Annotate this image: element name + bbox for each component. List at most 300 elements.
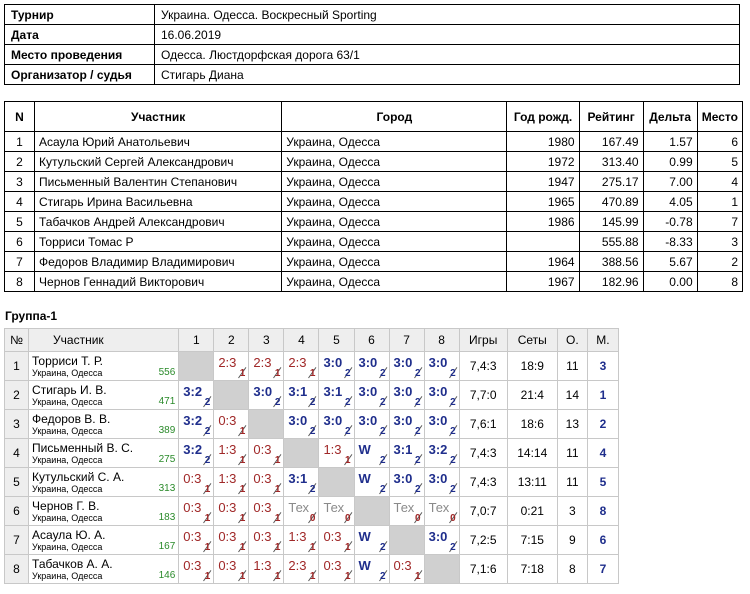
group-player-city: Украина, Одесса xyxy=(32,513,103,523)
match-score: 2:3 xyxy=(288,558,307,573)
group-player-rating: 146 xyxy=(158,570,176,581)
participant-name: Письменный Валентин Степанович xyxy=(35,172,282,192)
match-score: 3:1 xyxy=(288,471,308,486)
match-points: 2 xyxy=(309,484,316,495)
group-place: 2 xyxy=(587,410,618,439)
match-points: 1 xyxy=(204,542,211,553)
participant-name: Кутульский Сергей Александрович xyxy=(35,152,282,172)
group-match-cell xyxy=(284,352,319,381)
group-title: Группа-1 xyxy=(5,309,58,323)
participant-city: Украина, Одесса xyxy=(282,192,507,212)
venue-label: Место проведения xyxy=(5,45,155,65)
participants-header-delta: Дельта xyxy=(643,102,697,132)
group-player-cell xyxy=(29,439,179,468)
group-diagonal-cell xyxy=(249,410,284,439)
participant-birth-year: 1972 xyxy=(507,152,579,172)
match-score: 3:0 xyxy=(358,413,378,428)
group-match-cell xyxy=(354,468,389,497)
group-cross-table xyxy=(4,328,619,584)
group-player-city: Украина, Одесса xyxy=(32,426,103,436)
group-match-cell xyxy=(319,497,354,526)
participant-row xyxy=(5,272,743,292)
group-player-cell xyxy=(29,555,179,584)
participant-n: 7 xyxy=(5,252,35,272)
match-score: 3:0 xyxy=(428,384,448,399)
participant-birth-year: 1986 xyxy=(507,212,579,232)
participant-rating: 470.89 xyxy=(579,192,643,212)
group-row-number: 6 xyxy=(5,497,29,526)
group-row xyxy=(5,410,619,439)
participant-rating: 145.99 xyxy=(579,212,643,232)
group-row xyxy=(5,526,619,555)
group-header-9: 8 xyxy=(424,329,459,352)
match-points: 2 xyxy=(204,397,211,408)
participant-n: 4 xyxy=(5,192,35,212)
participant-n: 1 xyxy=(5,132,35,152)
match-score: Тех xyxy=(288,500,310,515)
group-match-cell xyxy=(179,497,214,526)
participants-header-name: Участник xyxy=(35,102,282,132)
match-score: W xyxy=(358,558,371,573)
group-player-name: Чернов Г. В. xyxy=(32,499,100,513)
group-row-number: 8 xyxy=(5,555,29,584)
match-points: 1 xyxy=(274,542,281,553)
group-player-city: Украина, Одесса xyxy=(32,571,103,581)
group-player-rating: 183 xyxy=(158,512,176,523)
match-points: 2 xyxy=(379,542,386,553)
group-player-cell xyxy=(29,526,179,555)
match-points: 0 xyxy=(344,513,351,524)
match-points: 2 xyxy=(415,426,421,437)
group-row xyxy=(5,381,619,410)
group-match-cell xyxy=(284,497,319,526)
match-points: 2 xyxy=(415,397,421,408)
participant-n: 8 xyxy=(5,272,35,292)
match-score: 0:3 xyxy=(183,500,202,515)
date-value: 16.06.2019 xyxy=(155,25,740,45)
group-match-cell xyxy=(214,439,249,468)
group-sets: 7:15 xyxy=(507,526,557,555)
match-points: 2 xyxy=(274,397,281,408)
match-points: 2 xyxy=(344,426,351,437)
match-points: 2 xyxy=(379,571,386,582)
group-sets: 0:21 xyxy=(507,497,557,526)
match-score: 3:2 xyxy=(183,384,203,399)
match-points: 1 xyxy=(239,455,246,466)
participant-name: Стигарь Ирина Васильевна xyxy=(35,192,282,212)
group-player-rating: 275 xyxy=(158,454,176,465)
match-score: 0:3 xyxy=(253,471,272,486)
match-points: 1 xyxy=(239,484,246,495)
match-score: 3:2 xyxy=(183,413,203,428)
group-match-cell xyxy=(389,381,424,410)
group-place: 1 xyxy=(587,381,618,410)
match-score: Тех xyxy=(323,500,345,515)
group-header-11: Сеты xyxy=(507,329,557,352)
group-match-cell xyxy=(389,555,424,584)
group-row-number: 1 xyxy=(5,352,29,381)
participant-birth-year: 1980 xyxy=(507,132,579,152)
match-score: 1:3 xyxy=(218,471,237,486)
match-points: 1 xyxy=(204,571,211,582)
participants-header-rating: Рейтинг xyxy=(579,102,643,132)
match-score: 2:3 xyxy=(218,355,237,370)
match-score: 3:0 xyxy=(253,384,273,399)
match-score: 3:0 xyxy=(323,355,343,370)
group-points: 11 xyxy=(557,468,587,497)
group-diagonal-cell xyxy=(214,381,249,410)
group-header-1: Участник xyxy=(29,329,179,352)
group-match-cell xyxy=(389,468,424,497)
tournament-info-table xyxy=(4,4,740,85)
match-points: 2 xyxy=(450,542,456,553)
match-score: 3:2 xyxy=(428,442,448,457)
group-place: 8 xyxy=(587,497,618,526)
group-match-cell xyxy=(319,410,354,439)
group-match-cell xyxy=(179,381,214,410)
group-player-cell xyxy=(29,497,179,526)
match-points: 1 xyxy=(239,368,246,379)
match-score: 3:0 xyxy=(288,413,308,428)
group-header-3: 2 xyxy=(214,329,249,352)
match-score: 0:3 xyxy=(183,558,202,573)
group-place: 5 xyxy=(587,468,618,497)
group-player-name: Стигарь И. В. xyxy=(32,383,107,397)
participant-row xyxy=(5,232,743,252)
organizer-value: Стигарь Диана xyxy=(155,65,740,85)
match-score: 3:0 xyxy=(428,471,448,486)
participant-place: 1 xyxy=(697,192,742,212)
participant-rating: 313.40 xyxy=(579,152,643,172)
match-score: 2:3 xyxy=(253,355,272,370)
match-score: 3:1 xyxy=(393,442,413,457)
group-player-name: Федоров В. В. xyxy=(32,412,111,426)
match-points: 0 xyxy=(309,513,316,524)
participant-delta: 4.05 xyxy=(643,192,697,212)
match-points: 2 xyxy=(415,368,421,379)
group-player-city: Украина, Одесса xyxy=(32,368,103,378)
group-diagonal-cell xyxy=(389,526,424,555)
group-header-13: М. xyxy=(587,329,618,352)
group-player-rating: 167 xyxy=(158,541,176,552)
participant-n: 6 xyxy=(5,232,35,252)
match-score: 0:3 xyxy=(393,558,412,573)
group-match-cell xyxy=(424,526,459,555)
group-header-7: 6 xyxy=(354,329,389,352)
match-score: 1:3 xyxy=(323,442,342,457)
group-games: 7,7:0 xyxy=(459,381,507,410)
group-player-cell xyxy=(29,410,179,439)
group-games: 7,1:6 xyxy=(459,555,507,584)
group-player-name: Торриси Т. Р. xyxy=(32,354,103,368)
participant-name: Федоров Владимир Владимирович xyxy=(35,252,282,272)
group-header-5: 4 xyxy=(284,329,319,352)
match-points: 1 xyxy=(274,571,281,582)
group-match-cell xyxy=(424,497,459,526)
match-points: 1 xyxy=(274,484,281,495)
group-player-city: Украина, Одесса xyxy=(32,542,103,552)
match-score: W xyxy=(358,442,371,457)
match-points: 1 xyxy=(309,542,316,553)
participant-delta: -8.33 xyxy=(643,232,697,252)
match-points: 2 xyxy=(450,368,456,379)
group-row xyxy=(5,555,619,584)
participant-place: 7 xyxy=(697,212,742,232)
group-sets: 18:6 xyxy=(507,410,557,439)
group-match-cell xyxy=(389,439,424,468)
participant-place: 8 xyxy=(697,272,742,292)
group-diagonal-cell xyxy=(424,555,459,584)
participant-delta: 0.00 xyxy=(643,272,697,292)
match-points: 2 xyxy=(415,455,421,466)
group-header-2: 1 xyxy=(179,329,214,352)
match-score: 0:3 xyxy=(323,529,342,544)
group-match-cell xyxy=(249,381,284,410)
match-points: 1 xyxy=(309,368,316,379)
participant-row xyxy=(5,152,743,172)
group-row-number: 2 xyxy=(5,381,29,410)
group-match-cell xyxy=(354,352,389,381)
group-header-0: № xyxy=(5,329,29,352)
group-row xyxy=(5,468,619,497)
group-match-cell xyxy=(214,410,249,439)
group-sets: 14:14 xyxy=(507,439,557,468)
group-sets: 13:11 xyxy=(507,468,557,497)
group-points: 13 xyxy=(557,410,587,439)
match-points: 2 xyxy=(379,368,386,379)
match-score: 0:3 xyxy=(218,558,237,573)
participant-birth-year: 1947 xyxy=(507,172,579,192)
group-diagonal-cell xyxy=(179,352,214,381)
match-points: 1 xyxy=(344,542,351,553)
tournament-value: Украина. Одесса. Воскресный Sporting xyxy=(155,5,740,25)
participant-place: 2 xyxy=(697,252,742,272)
group-match-cell xyxy=(214,468,249,497)
match-score: 3:0 xyxy=(393,471,413,486)
group-place: 6 xyxy=(587,526,618,555)
group-match-cell xyxy=(214,352,249,381)
group-match-cell xyxy=(249,439,284,468)
group-player-name: Кутульский С. А. xyxy=(32,470,125,484)
group-match-cell xyxy=(249,468,284,497)
participant-place: 4 xyxy=(697,172,742,192)
match-points: 1 xyxy=(415,571,421,582)
group-match-cell xyxy=(389,352,424,381)
match-score: 0:3 xyxy=(183,529,202,544)
match-points: 1 xyxy=(274,513,281,524)
group-player-city: Украина, Одесса xyxy=(32,397,103,407)
group-points: 14 xyxy=(557,381,587,410)
match-points: 1 xyxy=(239,571,246,582)
group-match-cell xyxy=(424,352,459,381)
participant-birth-year: 1964 xyxy=(507,252,579,272)
group-header-10: Игры xyxy=(459,329,507,352)
group-match-cell xyxy=(284,526,319,555)
group-match-cell xyxy=(284,468,319,497)
group-player-rating: 471 xyxy=(158,396,176,407)
group-player-cell xyxy=(29,352,179,381)
match-points: 1 xyxy=(239,513,246,524)
group-sets: 7:18 xyxy=(507,555,557,584)
group-player-cell xyxy=(29,381,179,410)
participants-header-birth-year: Год рожд. xyxy=(507,102,579,132)
participant-rating: 275.17 xyxy=(579,172,643,192)
group-match-cell xyxy=(424,410,459,439)
match-points: 0 xyxy=(415,513,421,524)
match-score: 3:1 xyxy=(323,384,343,399)
group-match-cell xyxy=(319,555,354,584)
match-points: 1 xyxy=(344,455,351,466)
group-sets: 21:4 xyxy=(507,381,557,410)
group-player-name: Асаула Ю. А. xyxy=(32,528,106,542)
participant-city: Украина, Одесса xyxy=(282,212,507,232)
participant-name: Табачков Андрей Александрович xyxy=(35,212,282,232)
participant-rating: 167.49 xyxy=(579,132,643,152)
participants-table xyxy=(4,101,743,292)
match-points: 0 xyxy=(450,513,456,524)
group-match-cell xyxy=(249,526,284,555)
match-points: 2 xyxy=(379,455,386,466)
group-match-cell xyxy=(284,381,319,410)
match-score: 1:3 xyxy=(253,558,272,573)
group-player-city: Украина, Одесса xyxy=(32,455,103,465)
group-match-cell xyxy=(354,381,389,410)
participant-row xyxy=(5,252,743,272)
participant-delta: 0.99 xyxy=(643,152,697,172)
match-score: 3:0 xyxy=(428,355,448,370)
participant-name: Асаула Юрий Анатольевич xyxy=(35,132,282,152)
participant-city: Украина, Одесса xyxy=(282,232,507,252)
group-row xyxy=(5,439,619,468)
participant-rating: 388.56 xyxy=(579,252,643,272)
group-games: 7,4:3 xyxy=(459,468,507,497)
match-score: 3:1 xyxy=(288,384,308,399)
group-match-cell xyxy=(214,526,249,555)
participant-n: 5 xyxy=(5,212,35,232)
date-label: Дата xyxy=(5,25,155,45)
participant-delta: -0.78 xyxy=(643,212,697,232)
match-score: 3:0 xyxy=(358,355,378,370)
group-match-cell xyxy=(179,410,214,439)
participant-place: 3 xyxy=(697,232,742,252)
match-points: 2 xyxy=(379,426,386,437)
match-points: 2 xyxy=(379,484,386,495)
match-score: 0:3 xyxy=(253,442,272,457)
group-match-cell xyxy=(424,468,459,497)
group-player-name: Письменный В. С. xyxy=(32,441,134,455)
match-score: 0:3 xyxy=(218,413,237,428)
match-score: 2:3 xyxy=(288,355,307,370)
group-match-cell xyxy=(389,497,424,526)
group-match-cell xyxy=(389,410,424,439)
participant-city: Украина, Одесса xyxy=(282,152,507,172)
participants-header-n: N xyxy=(5,102,35,132)
group-header-12: О. xyxy=(557,329,587,352)
participant-rating: 555.88 xyxy=(579,232,643,252)
group-match-cell xyxy=(284,555,319,584)
group-header-4: 3 xyxy=(249,329,284,352)
match-points: 1 xyxy=(274,368,281,379)
match-score: 3:0 xyxy=(393,355,413,370)
participant-row xyxy=(5,212,743,232)
match-score: 3:0 xyxy=(428,413,448,428)
group-match-cell xyxy=(179,439,214,468)
match-score: 0:3 xyxy=(218,529,237,544)
participant-birth-year xyxy=(507,232,579,252)
group-player-rating: 313 xyxy=(158,483,176,494)
match-points: 2 xyxy=(309,426,316,437)
group-games: 7,0:7 xyxy=(459,497,507,526)
participants-header-city: Город xyxy=(282,102,507,132)
match-points: 2 xyxy=(415,484,421,495)
group-sets: 18:9 xyxy=(507,352,557,381)
participant-city: Украина, Одесса xyxy=(282,172,507,192)
group-match-cell xyxy=(214,555,249,584)
group-diagonal-cell xyxy=(354,497,389,526)
match-points: 2 xyxy=(450,455,456,466)
group-place: 7 xyxy=(587,555,618,584)
group-match-cell xyxy=(424,439,459,468)
participant-birth-year: 1967 xyxy=(507,272,579,292)
group-header-6: 5 xyxy=(319,329,354,352)
participant-birth-year: 1965 xyxy=(507,192,579,212)
match-score: 0:3 xyxy=(253,500,272,515)
group-place: 4 xyxy=(587,439,618,468)
match-score: 3:0 xyxy=(428,529,448,544)
participant-place: 6 xyxy=(697,132,742,152)
match-points: 2 xyxy=(344,397,351,408)
match-score: 3:0 xyxy=(323,413,343,428)
group-row xyxy=(5,497,619,526)
group-games: 7,2:5 xyxy=(459,526,507,555)
match-points: 2 xyxy=(204,426,211,437)
participant-name: Чернов Геннадий Викторович xyxy=(35,272,282,292)
group-games: 7,4:3 xyxy=(459,439,507,468)
tournament-label: Турнир xyxy=(5,5,155,25)
group-player-name: Табачков А. А. xyxy=(32,557,113,571)
match-points: 2 xyxy=(309,397,316,408)
group-match-cell xyxy=(179,555,214,584)
participant-city: Украина, Одесса xyxy=(282,252,507,272)
group-match-cell xyxy=(179,526,214,555)
group-player-rating: 389 xyxy=(158,425,176,436)
match-score: 3:0 xyxy=(393,384,413,399)
match-points: 1 xyxy=(239,426,246,437)
group-points: 11 xyxy=(557,439,587,468)
group-row-number: 7 xyxy=(5,526,29,555)
group-row xyxy=(5,352,619,381)
participant-n: 2 xyxy=(5,152,35,172)
match-score: 3:0 xyxy=(393,413,413,428)
group-diagonal-cell xyxy=(284,439,319,468)
match-score: 0:3 xyxy=(183,471,202,486)
group-match-cell xyxy=(424,381,459,410)
group-header-8: 7 xyxy=(389,329,424,352)
match-score: 0:3 xyxy=(218,500,237,515)
participants-header-place: Место xyxy=(697,102,742,132)
match-score: W xyxy=(358,471,371,486)
match-score: Тех xyxy=(393,500,415,515)
match-points: 2 xyxy=(344,368,351,379)
group-match-cell xyxy=(249,497,284,526)
group-match-cell xyxy=(179,468,214,497)
group-match-cell xyxy=(249,352,284,381)
group-match-cell xyxy=(249,555,284,584)
match-score: 0:3 xyxy=(323,558,342,573)
group-match-cell xyxy=(319,352,354,381)
group-match-cell xyxy=(354,555,389,584)
participant-rating: 182.96 xyxy=(579,272,643,292)
